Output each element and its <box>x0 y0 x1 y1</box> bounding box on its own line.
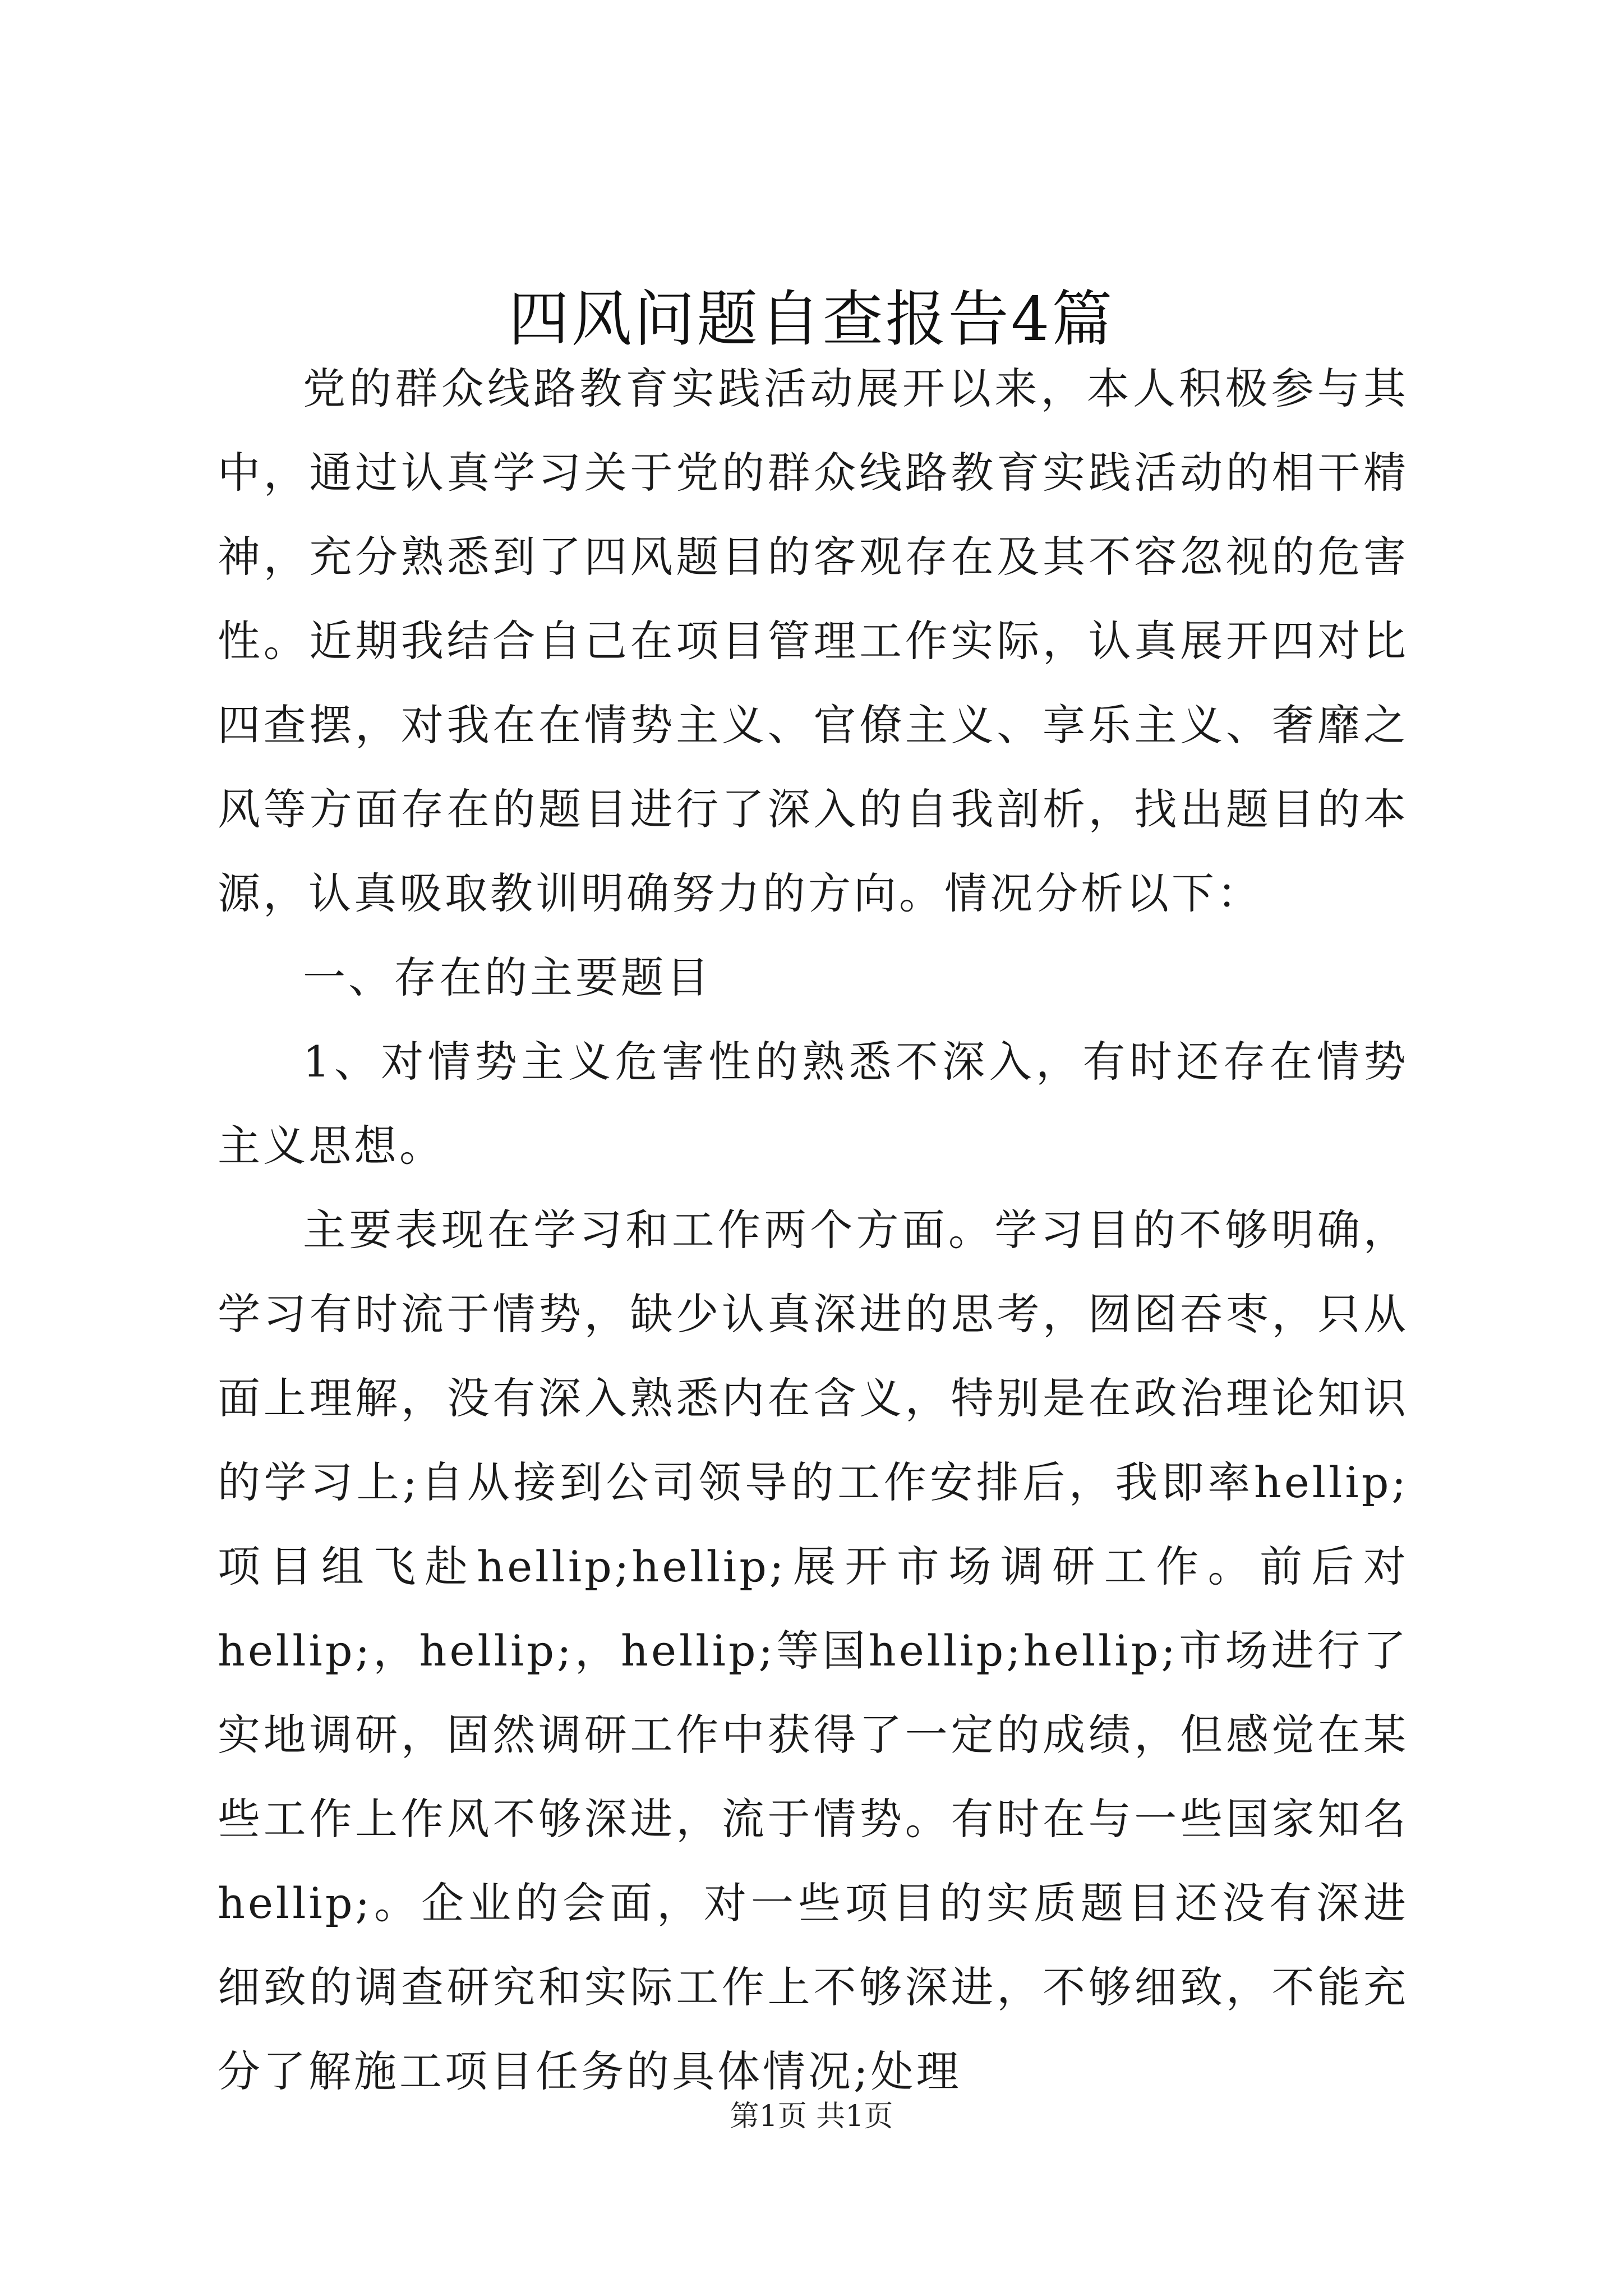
paragraph-problem-1-detail: 主要表现在学习和工作两个方面。学习目的不够明确，学习有时流于情势，缺少认真深进的思考，囫囵吞枣，只从面上理解，没有深入熟悉内在含义，特别是在政治理论知识的学习上;自从接到公司领导的工作安排后，我即率hellip;项目组飞赴hellip;hellip;展开市场调研工作。前后对hellip;，hellip;，hellip;等国hellip;hellip;市场进行了实地调研，固然调研工作中获得了一定的成绩，但感觉在某些工作上作风不够深进，流于情势。有时在与一些国家知名hellip;。企业的会面，对一些项目的实质题目还没有深进细致的调查研究和实际工作上不够深进，不够细致，不能充分了解施工项目任务的具体情况;处理 <box>218 1205 1409 2096</box>
document-body <box>218 347 1409 2114</box>
document-title: 四风问题自查报告4篇 <box>508 284 1115 355</box>
section-heading-main-problems: 一、存在的主要题目 <box>303 953 712 1002</box>
paragraph-intro: 党的群众线路教育实践活动展开以来，本人积极参与其中，通过认真学习关于党的群众线路教育实践活动的相干精神，充分熟悉到了四风题目的客观存在及其不容忽视的危害性。近期我结合自己在项目管理工作实际，认真展开四对比四查摆，对我在在情势主义、官僚主义、享乐主义、奢靡之风等方面存在的题目进行了深入的自我剖析，找出题目的本源，认真吸取教训明确努力的方向。情况分析以下： <box>218 364 1409 918</box>
page-footer: 第1页 共1页 <box>730 2100 893 2133</box>
paragraph-problem-1: 1、对情势主义危害性的熟悉不深入，有时还存在情势主义思想。 <box>218 1037 1409 1171</box>
